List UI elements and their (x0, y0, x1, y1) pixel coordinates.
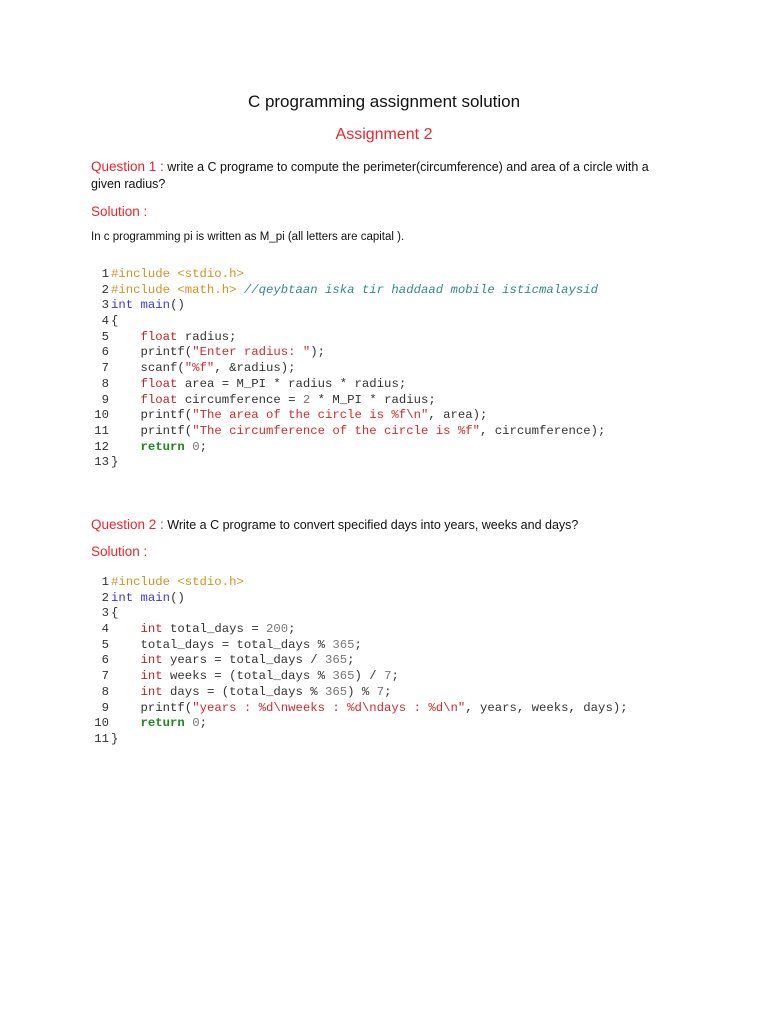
code-token: 0 (192, 439, 200, 454)
code-token: #include <math.h> (111, 282, 237, 297)
code-token: weeks = (total_days % (162, 669, 333, 684)
code-token (111, 685, 141, 699)
code-token: , circumference); (479, 423, 606, 438)
code-line (91, 685, 628, 701)
code-line (91, 283, 605, 299)
code-token (111, 622, 141, 636)
code-token: main (140, 298, 171, 313)
code-token: int (140, 622, 163, 637)
code-token: 365 (332, 637, 355, 652)
code-token: "%f" (184, 361, 215, 376)
code-line (91, 653, 628, 669)
line-number: 2 (101, 282, 109, 297)
line-number: 8 (101, 684, 109, 699)
code-line (91, 638, 628, 654)
code-token: ; (391, 669, 399, 684)
code-token: } (111, 455, 119, 470)
code-line (91, 330, 605, 346)
code-token: ); (310, 345, 326, 360)
code-token: int (140, 653, 163, 668)
code-token (133, 298, 140, 312)
line-number: 3 (101, 606, 109, 621)
code-line (91, 440, 605, 456)
code-line (91, 591, 628, 607)
code-token: int (140, 669, 163, 684)
code-token: scanf( (111, 361, 185, 376)
code-token: 365 (325, 684, 348, 699)
question-1-label: Question 1 : (91, 159, 164, 174)
code-token: int (111, 590, 134, 605)
code-token (111, 330, 141, 344)
code-token: ; (354, 637, 362, 652)
code-token: total_days = total_days % (111, 637, 333, 652)
line-number: 8 (101, 376, 109, 391)
line-number: 12 (94, 439, 109, 454)
code-token: float (140, 376, 178, 391)
page-title: C programming assignment solution (247, 92, 521, 111)
code-line (91, 298, 605, 314)
code-line (91, 575, 628, 591)
code-token: printf( (111, 345, 193, 360)
solution-1-label: Solution : (91, 204, 148, 219)
code-line (91, 314, 605, 330)
code-token: return (140, 439, 185, 454)
code-token: int (111, 298, 134, 313)
code-token: int (140, 684, 163, 699)
line-number: 13 (94, 455, 109, 470)
line-number: 11 (94, 423, 109, 438)
question-2-label: Question 2 : (91, 517, 164, 532)
code-token: "The circumference of the circle is %f" (192, 423, 480, 438)
code-token (111, 377, 141, 391)
question-2 (91, 516, 681, 534)
code-token: float (140, 392, 178, 407)
code-token: #include <stdio.h> (111, 575, 244, 589)
code-line (91, 267, 605, 283)
code-token: years = total_days / (162, 653, 326, 668)
code-line (91, 455, 605, 471)
code-token: , &radius); (214, 361, 296, 376)
code-token: "The area of the circle is %f\n" (192, 408, 429, 423)
line-number: 7 (101, 361, 109, 376)
code-token: "Enter radius: " (192, 345, 311, 360)
code-token: ) % (347, 684, 377, 699)
code-block-1 (91, 267, 605, 471)
line-number: 9 (101, 700, 109, 715)
code-token: { (111, 606, 119, 621)
solution-2-label: Solution : (91, 544, 148, 559)
line-number: 5 (101, 637, 109, 652)
code-token: #include <stdio.h> (111, 267, 244, 281)
code-token (111, 669, 141, 683)
code-token: ; (288, 622, 296, 637)
code-token: ; (384, 684, 392, 699)
code-token (236, 283, 243, 297)
code-token: area = M_PI * radius * radius; (177, 376, 407, 391)
solution-1-note: In c programming pi is written as M_pi (all letters are capital ). (91, 231, 405, 243)
line-number: 2 (101, 590, 109, 605)
line-number: 11 (94, 731, 109, 746)
code-token: ) / (354, 669, 385, 684)
code-token (133, 591, 140, 605)
code-token: } (111, 731, 119, 746)
code-line (91, 732, 628, 748)
code-token: , years, weeks, days); (465, 700, 628, 715)
code-token: 365 (325, 653, 348, 668)
line-number: 10 (94, 408, 109, 423)
line-number: 1 (101, 267, 109, 281)
line-number: 10 (94, 716, 109, 731)
code-token: return (140, 716, 185, 731)
code-token: 7 (376, 684, 385, 699)
line-number: 1 (101, 575, 109, 589)
code-token: circumference = (177, 392, 303, 407)
line-number: 6 (101, 345, 109, 360)
code-token: radius; (177, 329, 237, 344)
line-number: 4 (101, 314, 109, 329)
question-1 (91, 158, 681, 193)
code-token: ; (347, 653, 355, 668)
code-line (91, 345, 605, 361)
code-token: float (140, 329, 178, 344)
code-line (91, 393, 605, 409)
code-line (91, 377, 605, 393)
code-token (111, 716, 141, 730)
page-subtitle: Assignment 2 (335, 126, 433, 143)
code-token: , area); (428, 408, 488, 423)
question-2-text: Write a C programe to convert specified days into years, weeks and days? (163, 518, 579, 532)
code-token: total_days = (162, 622, 266, 637)
code-token (111, 653, 141, 667)
code-token: 0 (192, 716, 200, 731)
code-token: main (140, 590, 171, 605)
code-token (111, 393, 141, 407)
code-line (91, 716, 628, 732)
question-1-text: write a C programe to compute the perimeter(circumference) and area of a circle with a given radius? (91, 160, 649, 191)
code-token: 200 (265, 622, 289, 637)
code-token: printf( (111, 408, 193, 423)
line-number: 3 (101, 298, 109, 313)
code-token: printf( (111, 700, 193, 715)
line-number: 6 (101, 653, 109, 668)
code-token: "years : %d\nweeks : %d\ndays : %d\n" (192, 700, 466, 715)
code-token: ; (199, 716, 207, 731)
code-token: * M_PI * radius; (310, 392, 436, 407)
code-token: days = (total_days % (162, 684, 326, 699)
code-token: printf( (111, 423, 193, 438)
code-line (91, 361, 605, 377)
code-block-2 (91, 575, 628, 748)
line-number: 7 (101, 669, 109, 684)
code-token: 7 (384, 669, 392, 684)
code-token: () (170, 590, 185, 605)
code-line (91, 701, 628, 717)
code-token (111, 440, 141, 454)
code-token: //qeybtaan iska tir haddaad mobile isticmalaysid (243, 282, 599, 297)
line-number: 5 (101, 329, 109, 344)
code-token: () (170, 298, 185, 313)
code-token: 2 (302, 392, 311, 407)
code-line (91, 606, 628, 622)
code-token: { (111, 314, 119, 329)
code-line (91, 424, 605, 440)
code-token: ; (199, 439, 207, 454)
code-line (91, 408, 605, 424)
code-line (91, 669, 628, 685)
code-token: 365 (332, 669, 355, 684)
line-number: 4 (101, 622, 109, 637)
code-line (91, 622, 628, 638)
line-number: 9 (101, 392, 109, 407)
